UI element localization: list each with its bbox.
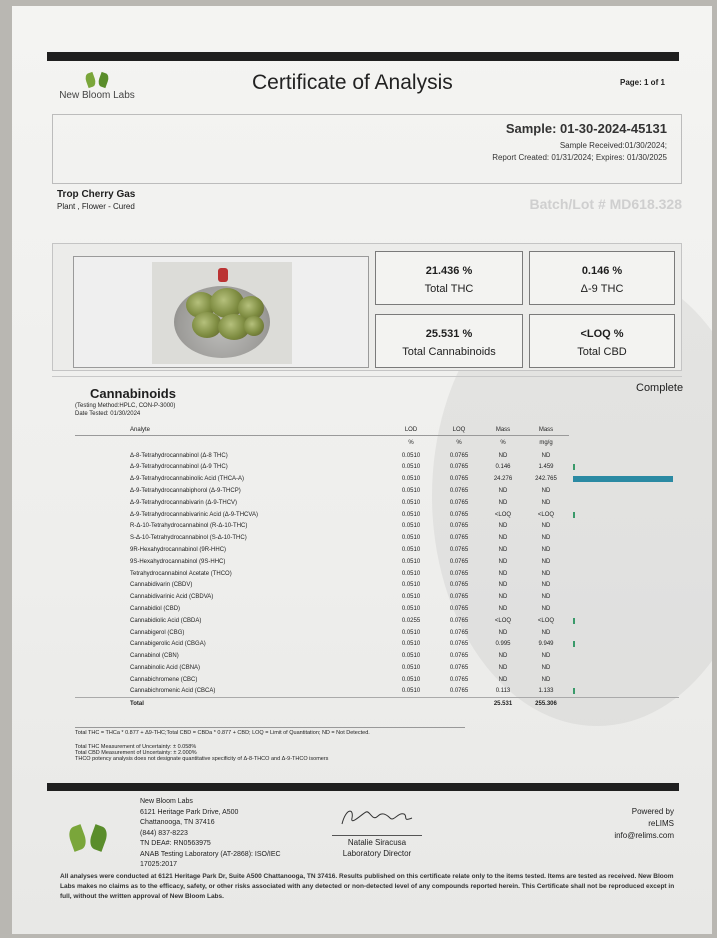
cell-mg: ND xyxy=(541,676,551,683)
table-header xyxy=(75,424,679,436)
cell-analyte: R-Δ-10-Tetrahydrocannabinol (R-Δ-10-THC) xyxy=(130,523,248,530)
mass-bar xyxy=(573,464,575,470)
cell-loq: 0.0765 xyxy=(449,688,469,695)
coa-sheet xyxy=(12,6,712,934)
cell-pct: ND xyxy=(498,665,508,672)
table-row xyxy=(75,462,679,474)
cell-analyte: Cannabidivarin (CBDV) xyxy=(130,582,193,589)
handwritten-signature xyxy=(332,804,422,830)
cell-lod: 0.0510 xyxy=(401,547,421,554)
product-name: Trop Cherry Gas xyxy=(57,189,136,200)
table-row xyxy=(75,591,679,603)
cell-pct: <LOQ xyxy=(494,511,512,518)
cell-analyte: 9S-Hexahydrocannabinol (9S-HHC) xyxy=(130,558,226,565)
cell-mg: ND xyxy=(541,488,551,495)
cell-loq: 0.0765 xyxy=(449,606,469,613)
cell-analyte: Cannabinol (CBN) xyxy=(130,653,179,660)
unit-lod: % xyxy=(408,440,414,447)
cell-pct: <LOQ xyxy=(494,617,512,624)
cell-loq: 0.0765 xyxy=(449,617,469,624)
total-thc-value: 21.436 % xyxy=(425,265,473,277)
cell-analyte: Cannabigerol (CBG) xyxy=(130,629,185,636)
d9-thc-card xyxy=(529,251,675,305)
cannabinoids-table xyxy=(75,424,679,709)
cell-loq: 0.0765 xyxy=(449,452,469,459)
cell-mg: ND xyxy=(541,606,551,613)
footnote-thco: THCO potency analysis does not designate quantitative specificity of Δ-8-THCO and Δ-9-THCO isomers xyxy=(75,756,329,762)
mass-bar xyxy=(573,618,575,624)
cell-mg: ND xyxy=(541,570,551,577)
cell-pct: ND xyxy=(498,523,508,530)
total-thc-card xyxy=(375,251,523,305)
table-row xyxy=(75,580,679,592)
col-analyte: Analyte xyxy=(75,424,387,436)
table-row xyxy=(75,485,679,497)
cell-lod: 0.0510 xyxy=(401,464,421,471)
cell-pct: 0.146 xyxy=(495,464,511,471)
table-row xyxy=(75,532,679,544)
cell-analyte: Tetrahydrocannabinol Acetate (THCO) xyxy=(130,570,232,577)
footnote-uncertainty-thc: Total THC Measurement of Uncertainty: ± 0.058% xyxy=(75,744,197,750)
cell-mg: 1.459 xyxy=(538,464,554,471)
cell-pct: ND xyxy=(498,570,508,577)
unit-loq: % xyxy=(456,440,462,447)
cell-pct: ND xyxy=(498,488,508,495)
table-row xyxy=(75,650,679,662)
cell-pct: ND xyxy=(498,547,508,554)
cell-loq: 0.0765 xyxy=(449,582,469,589)
mass-bar xyxy=(573,512,575,518)
sample-received: Sample Received:01/30/2024; xyxy=(559,141,667,150)
lab-phone: (844) 837-8223 xyxy=(140,829,188,837)
cell-loq: 0.0765 xyxy=(449,594,469,601)
mass-bar xyxy=(573,688,575,694)
cell-loq: 0.0765 xyxy=(449,488,469,495)
product-image xyxy=(152,262,292,364)
section-title: Cannabinoids xyxy=(90,386,176,401)
cell-loq: 0.0765 xyxy=(449,570,469,577)
table-row xyxy=(75,497,679,509)
cell-lod: 0.0510 xyxy=(401,511,421,518)
leaf-logo-icon xyxy=(86,70,108,88)
sample-photo xyxy=(73,256,369,368)
cell-mg: ND xyxy=(541,582,551,589)
cell-mg: ND xyxy=(541,665,551,672)
cell-lod: 0.0510 xyxy=(401,523,421,530)
status-complete: Complete xyxy=(636,382,684,394)
cell-analyte: Cannabidiolic Acid (CBDA) xyxy=(130,617,202,624)
table-row xyxy=(75,639,679,651)
col-lod: LOD xyxy=(387,424,435,436)
cell-lod: 0.0510 xyxy=(401,582,421,589)
cell-loq: 0.0765 xyxy=(449,535,469,542)
cell-analyte: 9R-Hexahydrocannabinol (9R-HHC) xyxy=(130,547,227,554)
total-thc-label: Total THC xyxy=(424,283,474,295)
cell-analyte: Cannabigerolic Acid (CBGA) xyxy=(130,641,206,648)
cell-pct: ND xyxy=(498,606,508,613)
lab-address xyxy=(140,797,281,871)
cell-loq: 0.0765 xyxy=(449,641,469,648)
date-tested: Date Tested: 01/30/2024 xyxy=(75,411,141,417)
cell-pct: ND xyxy=(498,676,508,683)
cell-mg: <LOQ xyxy=(537,511,555,518)
col-loq: LOQ xyxy=(435,424,483,436)
cell-loq: 0.0765 xyxy=(449,511,469,518)
cell-loq: 0.0765 xyxy=(449,547,469,554)
total-label: Total xyxy=(75,698,387,710)
table-total-row xyxy=(75,698,679,710)
table-row xyxy=(75,615,679,627)
leaf-logo-icon xyxy=(70,822,106,852)
cell-mg: ND xyxy=(541,535,551,542)
cell-lod: 0.0510 xyxy=(401,629,421,636)
mass-bar xyxy=(573,641,575,647)
total-cbd-label: Total CBD xyxy=(577,346,627,358)
total-pct: 25.531 xyxy=(483,698,523,710)
cell-lod: 0.0510 xyxy=(401,676,421,683)
document-title: Certificate of Analysis xyxy=(252,71,453,94)
total-cannabinoids-label: Total Cannabinoids xyxy=(402,346,496,358)
cell-mg: ND xyxy=(541,499,551,506)
cell-lod: 0.0510 xyxy=(401,688,421,695)
cell-pct: ND xyxy=(498,499,508,506)
cell-lod: 0.0510 xyxy=(401,535,421,542)
cell-lod: 0.0510 xyxy=(401,452,421,459)
cell-lod: 0.0510 xyxy=(401,558,421,565)
cell-pct: 24.276 xyxy=(493,476,513,483)
summary-panel xyxy=(52,243,682,371)
cell-analyte: Cannabichromenic Acid (CBCA) xyxy=(130,688,216,695)
product-info xyxy=(57,189,135,211)
cell-lod: 0.0510 xyxy=(401,488,421,495)
batch-lot-ghost: Batch/Lot # MD618.328 xyxy=(529,196,682,212)
cell-pct: ND xyxy=(498,558,508,565)
cell-mg: 9.949 xyxy=(538,641,554,648)
bottom-rule xyxy=(47,783,679,791)
lab-iso: 17025:2017 xyxy=(140,861,177,868)
cell-analyte: Δ-9-Tetrahydrocannabivarin (Δ-9-THCV) xyxy=(130,499,238,506)
total-cbd-card xyxy=(529,314,675,368)
total-cannabinoids-value: 25.531 % xyxy=(425,328,473,340)
table-units-row xyxy=(75,436,679,450)
sample-id: Sample: 01-30-2024-45131 xyxy=(505,121,667,136)
table-row xyxy=(75,674,679,686)
powered-by-brand: reLIMS xyxy=(648,819,674,828)
director-name: Natalie Siracusa xyxy=(347,838,407,847)
cell-analyte: Cannabichromene (CBC) xyxy=(130,676,198,683)
cell-pct: 0.113 xyxy=(495,688,511,695)
unit-mass_mg: mg/g xyxy=(539,440,553,447)
cell-mg: ND xyxy=(541,594,551,601)
footnote-totals: Total THC = THCa * 0.877 + Δ9-THC;Total CBD = CBDa * 0.877 + CBD; LOQ = Limit of Quantitation; ND = Not Detected. xyxy=(75,730,370,736)
total-cannabinoids-card xyxy=(375,314,523,368)
table-row xyxy=(75,509,679,521)
table-row xyxy=(75,568,679,580)
total-cbd-value: <LOQ % xyxy=(580,328,624,340)
brand-name: New Bloom Labs xyxy=(59,90,135,101)
unit-mass_pct: % xyxy=(500,440,506,447)
cell-lod: 0.0510 xyxy=(401,653,421,660)
cell-loq: 0.0765 xyxy=(449,476,469,483)
cell-lod: 0.0510 xyxy=(401,641,421,648)
d9-thc-label: Δ-9 THC xyxy=(580,283,624,295)
cell-loq: 0.0765 xyxy=(449,499,469,506)
cell-mg: ND xyxy=(541,653,551,660)
cell-lod: 0.0510 xyxy=(401,665,421,672)
lab-dea: TN DEA#: RN0563975 xyxy=(140,840,211,847)
cell-mg: 242.765 xyxy=(535,476,557,483)
cell-pct: 0.995 xyxy=(495,641,511,648)
cell-lod: 0.0255 xyxy=(401,617,421,624)
table-row xyxy=(75,603,679,615)
cell-mg: ND xyxy=(541,547,551,554)
powered-by-label: Powered by xyxy=(631,807,674,816)
lab-accreditation: ANAB Testing Laboratory (AT-2868): ISO/IEC xyxy=(140,850,281,858)
cell-analyte: Δ-9-Tetrahydrocannabivarinic Acid (Δ-9-THCVA) xyxy=(130,511,258,518)
cell-pct: ND xyxy=(498,535,508,542)
cell-mg: 1.133 xyxy=(538,688,554,695)
cell-lod: 0.0510 xyxy=(401,570,421,577)
table-row xyxy=(75,627,679,639)
cell-lod: 0.0510 xyxy=(401,476,421,483)
cell-analyte: Cannabinolic Acid (CBNA) xyxy=(130,665,201,672)
table-row xyxy=(75,521,679,533)
lab-address-line2: Chattanooga, TN 37416 xyxy=(140,819,215,826)
page-number: Page: 1 of 1 xyxy=(620,78,665,87)
cell-analyte: Δ-8-Tetrahydrocannabinol (Δ-8 THC) xyxy=(130,452,228,459)
cell-mg: ND xyxy=(541,558,551,565)
table-row xyxy=(75,662,679,674)
cell-loq: 0.0765 xyxy=(449,558,469,565)
report-dates: Report Created: 01/31/2024; Expires: 01/30/2025 xyxy=(492,153,667,162)
total-mg: 255.306 xyxy=(523,698,569,710)
cell-pct: ND xyxy=(498,582,508,589)
cell-analyte: Δ-9-Tetrahydrocannabinolic Acid (THCA-A) xyxy=(130,476,245,483)
lab-address-line1: 6121 Heritage Park Drive, A500 xyxy=(140,808,239,816)
cell-mg: <LOQ xyxy=(537,617,555,624)
cell-analyte: Δ-9-Tetrahydrocannabinol (Δ-9 THC) xyxy=(130,464,228,471)
cell-loq: 0.0765 xyxy=(449,665,469,672)
cell-pct: ND xyxy=(498,653,508,660)
sample-info-box xyxy=(52,114,682,184)
cell-analyte: Cannabidiol (CBD) xyxy=(130,606,181,613)
footnote-uncertainty-cbd: Total CBD Measurement of Uncertainty: ± 2.000% xyxy=(75,750,197,756)
lab-name: New Bloom Labs xyxy=(140,798,193,805)
table-row xyxy=(75,556,679,568)
cell-pct: ND xyxy=(498,629,508,636)
cell-loq: 0.0765 xyxy=(449,653,469,660)
cell-pct: ND xyxy=(498,594,508,601)
powered-by-email[interactable]: info@relims.com xyxy=(614,831,674,840)
cell-analyte: S-Δ-10-Tetrahydrocannabinol (S-Δ-10-THC) xyxy=(130,535,247,542)
product-type: Plant , Flower - Cured xyxy=(57,202,135,211)
cell-analyte: Cannabidivarinic Acid (CBDVA) xyxy=(130,594,214,601)
col-mass-mg: Mass xyxy=(523,424,569,436)
cell-analyte: Δ-9-Tetrahydrocannabiphorol (Δ-9-THCP) xyxy=(130,488,241,495)
cell-lod: 0.0510 xyxy=(401,594,421,601)
cell-loq: 0.0765 xyxy=(449,629,469,636)
testing-method: (Testing Method:HPLC, CON-P-3000) xyxy=(75,403,176,409)
disclaimer: All analyses were conducted at 6121 Heritage Park Dr, Suite A500 Chattanooga, TN 37416. Results published on this certificate relate only to the items tested. Items are tested as received. New Bloom Labs makes no claims as to the efficacy, safety, or other risks associated with any detected or non-detected level of any compounds reported herein. This Certificate shall not be reproduced except in full, without the written approval of New Bloom Labs. xyxy=(60,873,675,900)
powered-by xyxy=(614,806,674,842)
cell-loq: 0.0765 xyxy=(449,523,469,530)
cell-lod: 0.0510 xyxy=(401,499,421,506)
table-row xyxy=(75,473,679,485)
cell-mg: ND xyxy=(541,452,551,459)
cell-loq: 0.0765 xyxy=(449,676,469,683)
cell-mg: ND xyxy=(541,629,551,636)
director-title: Laboratory Director xyxy=(342,849,412,858)
cell-loq: 0.0765 xyxy=(449,464,469,471)
cell-lod: 0.0510 xyxy=(401,606,421,613)
table-row xyxy=(75,544,679,556)
mass-bar xyxy=(573,476,673,482)
table-row xyxy=(75,450,679,462)
top-rule xyxy=(47,52,679,61)
director-signature-block xyxy=(332,804,422,858)
cell-mg: ND xyxy=(541,523,551,530)
table-row xyxy=(75,686,679,698)
col-mass-pct: Mass xyxy=(483,424,523,436)
brand-logo xyxy=(52,70,142,101)
cell-pct: ND xyxy=(498,452,508,459)
d9-thc-value: 0.146 % xyxy=(581,265,623,277)
